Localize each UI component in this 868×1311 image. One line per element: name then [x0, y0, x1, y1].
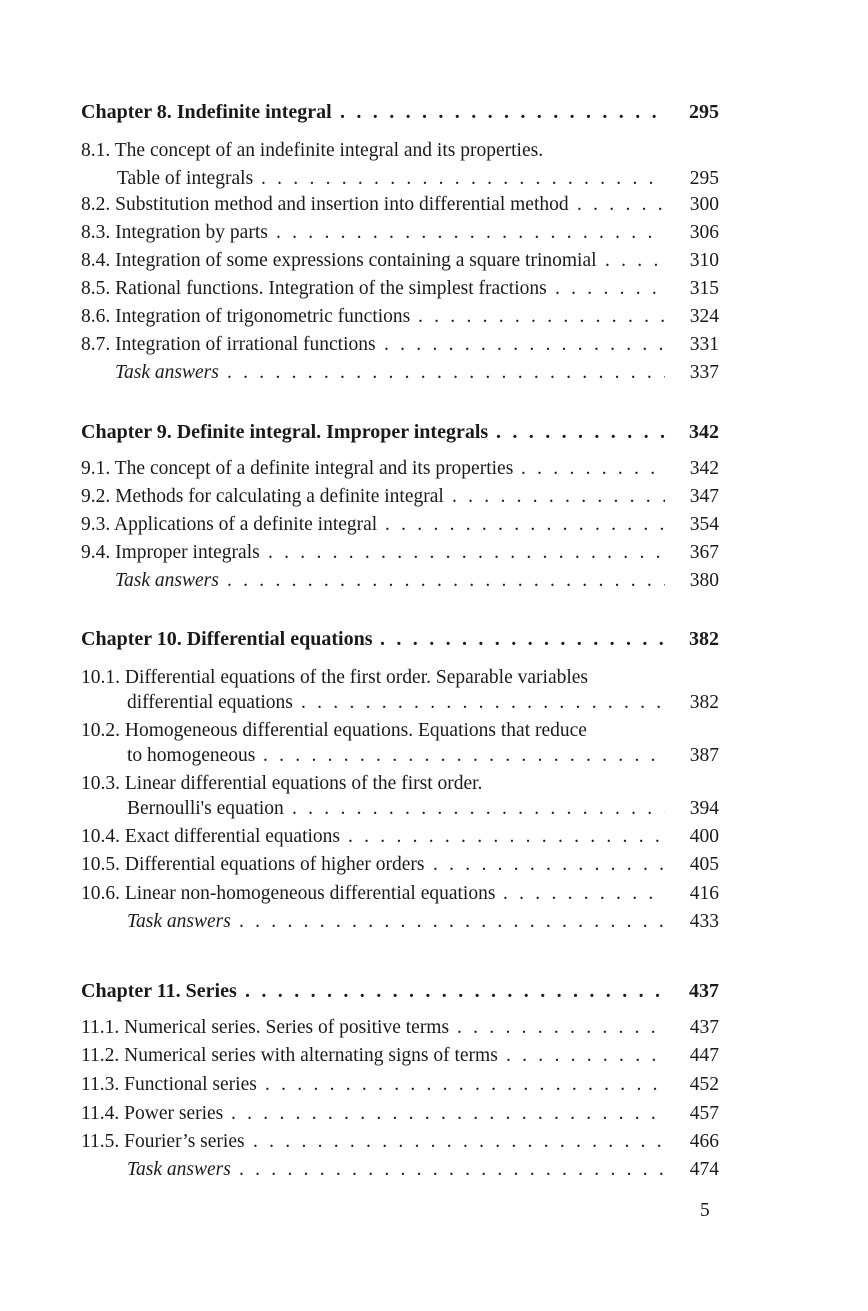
- entry-title-line2: Table of integrals: [117, 168, 254, 189]
- dot-leader: [263, 742, 665, 770]
- page-ref: 416: [689, 883, 719, 904]
- page-ref: 387: [689, 745, 719, 766]
- toc-entry-9-1: [81, 455, 719, 483]
- dot-leader: [261, 165, 665, 193]
- entry-title: 8.7. Integration of irrational functions: [81, 334, 376, 355]
- dot-leader: [265, 1071, 665, 1099]
- dot-leader: [292, 795, 665, 823]
- entry-title: 8.6. Integration of trigonometric functions: [81, 306, 411, 327]
- entry-title: 11.1. Numerical series. Series of positive terms: [81, 1017, 450, 1038]
- page-ref: 367: [689, 542, 719, 563]
- dot-leader: [457, 1014, 665, 1042]
- chapter-title: Chapter 9. Definite integral. Improper integrals: [81, 421, 489, 443]
- toc-entry-10-answers: [81, 908, 719, 936]
- toc-entry-10-6: [81, 880, 719, 908]
- dot-leader: [506, 1042, 665, 1070]
- page-ref: 433: [689, 911, 719, 932]
- page-ref: 347: [689, 486, 719, 507]
- dot-leader: [418, 303, 665, 331]
- page-ref: 306: [689, 222, 719, 243]
- toc-chapter-9: [81, 418, 719, 446]
- toc-entry-11-2: [81, 1042, 719, 1070]
- page-ref: 310: [689, 250, 719, 271]
- entry-title-line1: 10.2. Homogeneous differential equations. Equations that reduce: [81, 720, 587, 741]
- entry-title: 8.4. Integration of some expressions containing a square trinomial: [81, 250, 597, 271]
- entry-title: 8.2. Substitution method and insertion into differential method: [81, 194, 569, 215]
- table-of-contents: [81, 0, 719, 1311]
- dot-leader: [239, 908, 665, 936]
- entry-title: 11.3. Functional series: [81, 1074, 257, 1095]
- dot-leader: [348, 823, 665, 851]
- entry-title: 10.4. Exact differential equations: [81, 826, 341, 847]
- page-ref: 354: [689, 514, 719, 535]
- entry-title: 9.3. Applications of a definite integral: [81, 514, 378, 535]
- toc-entry-8-4: [81, 247, 719, 275]
- page-ref: 437: [689, 1017, 719, 1038]
- page-ref: 466: [689, 1131, 719, 1152]
- entry-title: 11.2. Numerical series with alternating signs of terms: [81, 1045, 498, 1066]
- dot-leader: [503, 880, 665, 908]
- entry-title: 8.5. Rational functions. Integration of the simplest fractions: [81, 278, 547, 299]
- page-ref: 324: [689, 306, 719, 327]
- page-ref: 394: [689, 798, 719, 819]
- entry-title: Task answers: [127, 1159, 231, 1180]
- toc-entry-9-3: [81, 511, 719, 539]
- page-ref: 452: [689, 1074, 719, 1095]
- page-ref: 315: [689, 278, 719, 299]
- dot-leader: [301, 689, 665, 717]
- dot-leader: [268, 539, 665, 567]
- toc-entry-11-answers: [81, 1156, 719, 1184]
- toc-entry-8-2: [81, 191, 719, 219]
- page-ref: 331: [689, 334, 719, 355]
- entry-title-line2: to homogeneous: [127, 745, 256, 766]
- toc-entry-8-5: [81, 275, 719, 303]
- toc-entry-11-1: [81, 1014, 719, 1042]
- toc-entry-10-2: [81, 717, 719, 773]
- entry-title: 10.6. Linear non-homogeneous differential equations: [81, 883, 496, 904]
- toc-chapter-8: [81, 98, 719, 126]
- toc-entry-8-1: [81, 137, 719, 193]
- dot-leader: [521, 455, 665, 483]
- page-ref: 295: [689, 168, 719, 189]
- chapter-title: Chapter 8. Indefinite integral: [81, 101, 332, 123]
- entry-title: 9.1. The concept of a definite integral and its properties: [81, 458, 514, 479]
- entry-title-line2: Bernoulli's equation: [127, 798, 284, 819]
- entry-title: 11.4. Power series: [81, 1103, 224, 1124]
- dot-leader: [340, 98, 665, 126]
- entry-title: 8.3. Integration by parts: [81, 222, 268, 243]
- toc-entry-9-2: [81, 483, 719, 511]
- dot-leader: [433, 851, 665, 879]
- dot-leader: [577, 191, 665, 219]
- toc-entry-9-4: [81, 539, 719, 567]
- dot-leader: [245, 977, 665, 1005]
- page-ref: 342: [689, 458, 719, 479]
- chapter-title: Chapter 11. Series: [81, 980, 237, 1002]
- dot-leader: [605, 247, 665, 275]
- page-ref: 382: [689, 628, 719, 650]
- entry-title: Task answers: [115, 570, 219, 591]
- toc-entry-10-5: [81, 851, 719, 879]
- page-ref: 342: [689, 421, 719, 443]
- toc-entry-9-answers: [81, 567, 719, 595]
- toc-chapter-11: [81, 977, 719, 1005]
- toc-entry-10-4: [81, 823, 719, 851]
- dot-leader: [555, 275, 665, 303]
- entry-title-line1: 10.1. Differential equations of the first order. Separable variables: [81, 667, 589, 688]
- toc-entry-10-1: [81, 664, 719, 720]
- toc-entry-8-7: [81, 331, 719, 359]
- entry-title-line1: 8.1. The concept of an indefinite integral and its properties.: [81, 140, 544, 161]
- page-ref: 300: [689, 194, 719, 215]
- entry-title-line2: differential equations: [127, 692, 293, 713]
- toc-entry-11-4: [81, 1100, 719, 1128]
- dot-leader: [227, 359, 665, 387]
- entry-title: 9.4. Improper integrals: [81, 542, 260, 563]
- page-ref: 405: [689, 854, 719, 875]
- page-ref: 474: [689, 1159, 719, 1180]
- page-ref: 295: [689, 101, 719, 123]
- toc-chapter-10: [81, 625, 719, 653]
- page-ref: 457: [689, 1103, 719, 1124]
- page-ref: 400: [689, 826, 719, 847]
- dot-leader: [385, 511, 665, 539]
- dot-leader: [496, 418, 665, 446]
- page-ref: 447: [689, 1045, 719, 1066]
- chapter-title: Chapter 10. Differential equations: [81, 628, 373, 650]
- toc-entry-8-6: [81, 303, 719, 331]
- dot-leader: [231, 1100, 665, 1128]
- toc-entry-11-3: [81, 1071, 719, 1099]
- toc-entry-10-3: [81, 770, 719, 826]
- dot-leader: [380, 625, 665, 653]
- page-ref: 437: [689, 980, 719, 1002]
- page-ref: 382: [689, 692, 719, 713]
- toc-entry-8-answers: [81, 359, 719, 387]
- entry-title: 10.5. Differential equations of higher orders: [81, 854, 425, 875]
- page-ref: 380: [689, 570, 719, 591]
- dot-leader: [384, 331, 665, 359]
- dot-leader: [239, 1156, 665, 1184]
- dot-leader: [227, 567, 665, 595]
- dot-leader: [276, 219, 665, 247]
- entry-title: 11.5. Fourier’s series: [81, 1131, 245, 1152]
- entry-title: Task answers: [127, 911, 231, 932]
- page-number: 5: [700, 1200, 710, 1221]
- toc-entry-8-3: [81, 219, 719, 247]
- toc-entry-11-5: [81, 1128, 719, 1156]
- entry-title: Task answers: [115, 362, 219, 383]
- dot-leader: [253, 1128, 665, 1156]
- entry-title: 9.2. Methods for calculating a definite integral: [81, 486, 444, 507]
- page-ref: 337: [689, 362, 719, 383]
- dot-leader: [452, 483, 665, 511]
- entry-title-line1: 10.3. Linear differential equations of the first order.: [81, 773, 483, 794]
